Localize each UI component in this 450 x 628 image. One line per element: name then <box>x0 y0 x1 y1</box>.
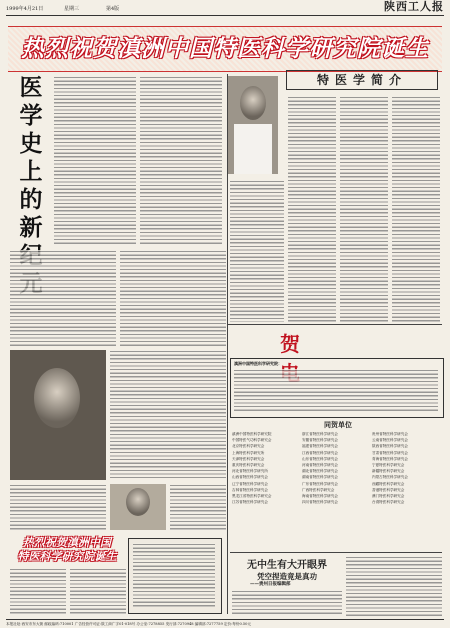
article-column <box>120 250 226 346</box>
article-column <box>230 180 284 322</box>
column-divider <box>227 74 228 614</box>
congrats-unit: 新疆特医科学研究会 <box>372 469 405 474</box>
paper-name: 陕西工人报 <box>384 0 444 13</box>
vertical-title-char: 医 <box>19 74 43 101</box>
congrats-unit: 广东省特医科学研究会 <box>302 481 338 486</box>
congrats-unit: 澳门特医科学研究会 <box>372 494 405 498</box>
vertical-title-char: 上 <box>19 158 43 185</box>
congrats-unit: 青海省特医科学研究会 <box>372 456 408 461</box>
bottom-left-headline <box>8 536 126 564</box>
congrats-unit: 黑龙江省特医科学研究会 <box>232 494 272 498</box>
congrats-salutation: 滇洲中国特医科学研究院： <box>234 361 282 366</box>
woman-face <box>126 488 150 516</box>
congrats-unit: 安徽省特医科学研究会 <box>302 438 338 443</box>
congrats-unit: 滇洲中国特医科学研究院 <box>232 432 272 436</box>
woman-photo <box>110 484 166 530</box>
congrats-unit: 贵州省特医科学研究会 <box>372 432 408 436</box>
congrats-unit: 台湾特医科学研究会 <box>372 500 405 505</box>
top-bar <box>6 0 444 16</box>
congrats-unit: 四川省特医科学研究会 <box>302 500 338 505</box>
congrats-unit: 广西特医科学研究会 <box>302 487 335 492</box>
congrats-unit: 吉林省特医科学研究会 <box>232 487 268 492</box>
congrats-unit: 陕西省特医科学研究会 <box>372 444 408 449</box>
intro-column <box>288 96 336 322</box>
congrats-unit: 云南省特医科学研究会 <box>372 438 408 443</box>
congrats-message-box <box>230 358 444 418</box>
article-column <box>232 590 342 616</box>
congrats-unit: 北京特医科学研究会 <box>232 444 265 449</box>
congrats-unit: 甘肃省特医科学研究会 <box>372 450 408 455</box>
congrats-unit: 西藏特医科学研究会 <box>372 481 405 486</box>
article-column <box>110 350 226 480</box>
intro-column <box>392 96 440 322</box>
congrats-unit: 天津特医科学研究会 <box>232 456 265 461</box>
intro-column <box>340 96 388 322</box>
article-column <box>10 250 116 346</box>
congrats-unit: 上海特医科学研究所 <box>232 450 265 455</box>
bottom-mid-headline: 无中生有大开眼界 <box>247 560 327 571</box>
vertical-title-char: 的 <box>19 186 43 213</box>
congrats-unit: 辽宁省特医科学研究会 <box>232 481 268 486</box>
congrats-unit: 河北省特医科学研究所 <box>232 469 268 474</box>
congrats-unit: 山东省特医科学研究会 <box>302 456 338 461</box>
article-column <box>10 568 66 616</box>
photo-caption-text <box>170 484 226 530</box>
list-heading: 同贺单位 <box>324 420 352 429</box>
vertical-title <box>14 74 48 241</box>
patient-face <box>34 368 80 428</box>
vertical-title-char: 新 <box>19 214 43 241</box>
congrats-unit: 湖北省特医科学研究会 <box>302 469 338 474</box>
congrats-unit: 中国特医气功科学研究会 <box>232 438 272 443</box>
congrats-unit: 宁夏特医科学研究会 <box>372 463 405 467</box>
congrats-title: 贺 <box>280 332 312 356</box>
section-divider <box>228 324 442 325</box>
page-number: 第4版 <box>106 6 120 12</box>
congrats-unit: 浙江省特医科学研究会 <box>302 432 338 436</box>
article-column <box>54 76 136 246</box>
issue-weekday: 星期三 <box>64 6 80 12</box>
main-headline-text: 热烈祝贺滇洲中国特医科学研究院诞生 <box>21 35 429 62</box>
congrats-unit: 河南省特医科学研究会 <box>302 463 338 467</box>
article-column <box>140 76 222 246</box>
advertisement-box <box>128 538 222 614</box>
bottom-mid-subheadline: 凭空捏造竟是真功 <box>257 572 317 581</box>
article-column <box>70 568 126 616</box>
issue-date: 1999年4月21日 <box>6 6 44 12</box>
congrats-unit: 香港特医科学研究会 <box>372 487 405 492</box>
congrats-unit: 山西省特医科学研究会 <box>232 475 268 480</box>
main-headline <box>8 26 442 72</box>
article-column <box>346 556 442 616</box>
bottom-left-headline-line: 特医科学研究院诞生 <box>17 550 117 563</box>
congrats-unit: 重庆特医科学研究会 <box>232 463 265 467</box>
congrats-message-text <box>234 369 438 413</box>
congrats-unit: 福建省特医科学研究会 <box>302 444 338 449</box>
patient-photo <box>10 350 106 480</box>
advertisement-text <box>133 543 215 607</box>
vertical-title-char: 学 <box>19 102 43 129</box>
vertical-title-char: 史 <box>19 130 43 157</box>
article-column <box>10 484 106 530</box>
portrait-face <box>240 86 266 120</box>
bottom-left-headline-line: 热烈祝贺滇洲中国 <box>23 536 111 549</box>
footer: 本报社址:西安市东大街 邮政编码:710001 广告经营许可证:陕工商广字01-018号 办公室:7278855 发行部:7270948 编辑部:7277759 定价:每份0.50元 <box>6 619 444 628</box>
congrats-unit: 江苏省特医科学研究会 <box>232 500 268 505</box>
bottom-mid-byline: ——贵州日报编辑部 <box>250 582 291 587</box>
portrait-photo <box>228 76 278 174</box>
congrats-unit: 江西省特医科学研究会 <box>302 450 338 455</box>
intro-title: 特医学简介 <box>286 70 438 90</box>
congrats-unit: 内蒙古特医科学研究会 <box>372 475 408 480</box>
portrait-shirt <box>234 124 272 174</box>
congrats-unit: 湖南省特医科学研究会 <box>302 475 338 480</box>
congrats-unit: 海南省特医科学研究会 <box>302 494 338 498</box>
section-divider <box>230 552 442 553</box>
